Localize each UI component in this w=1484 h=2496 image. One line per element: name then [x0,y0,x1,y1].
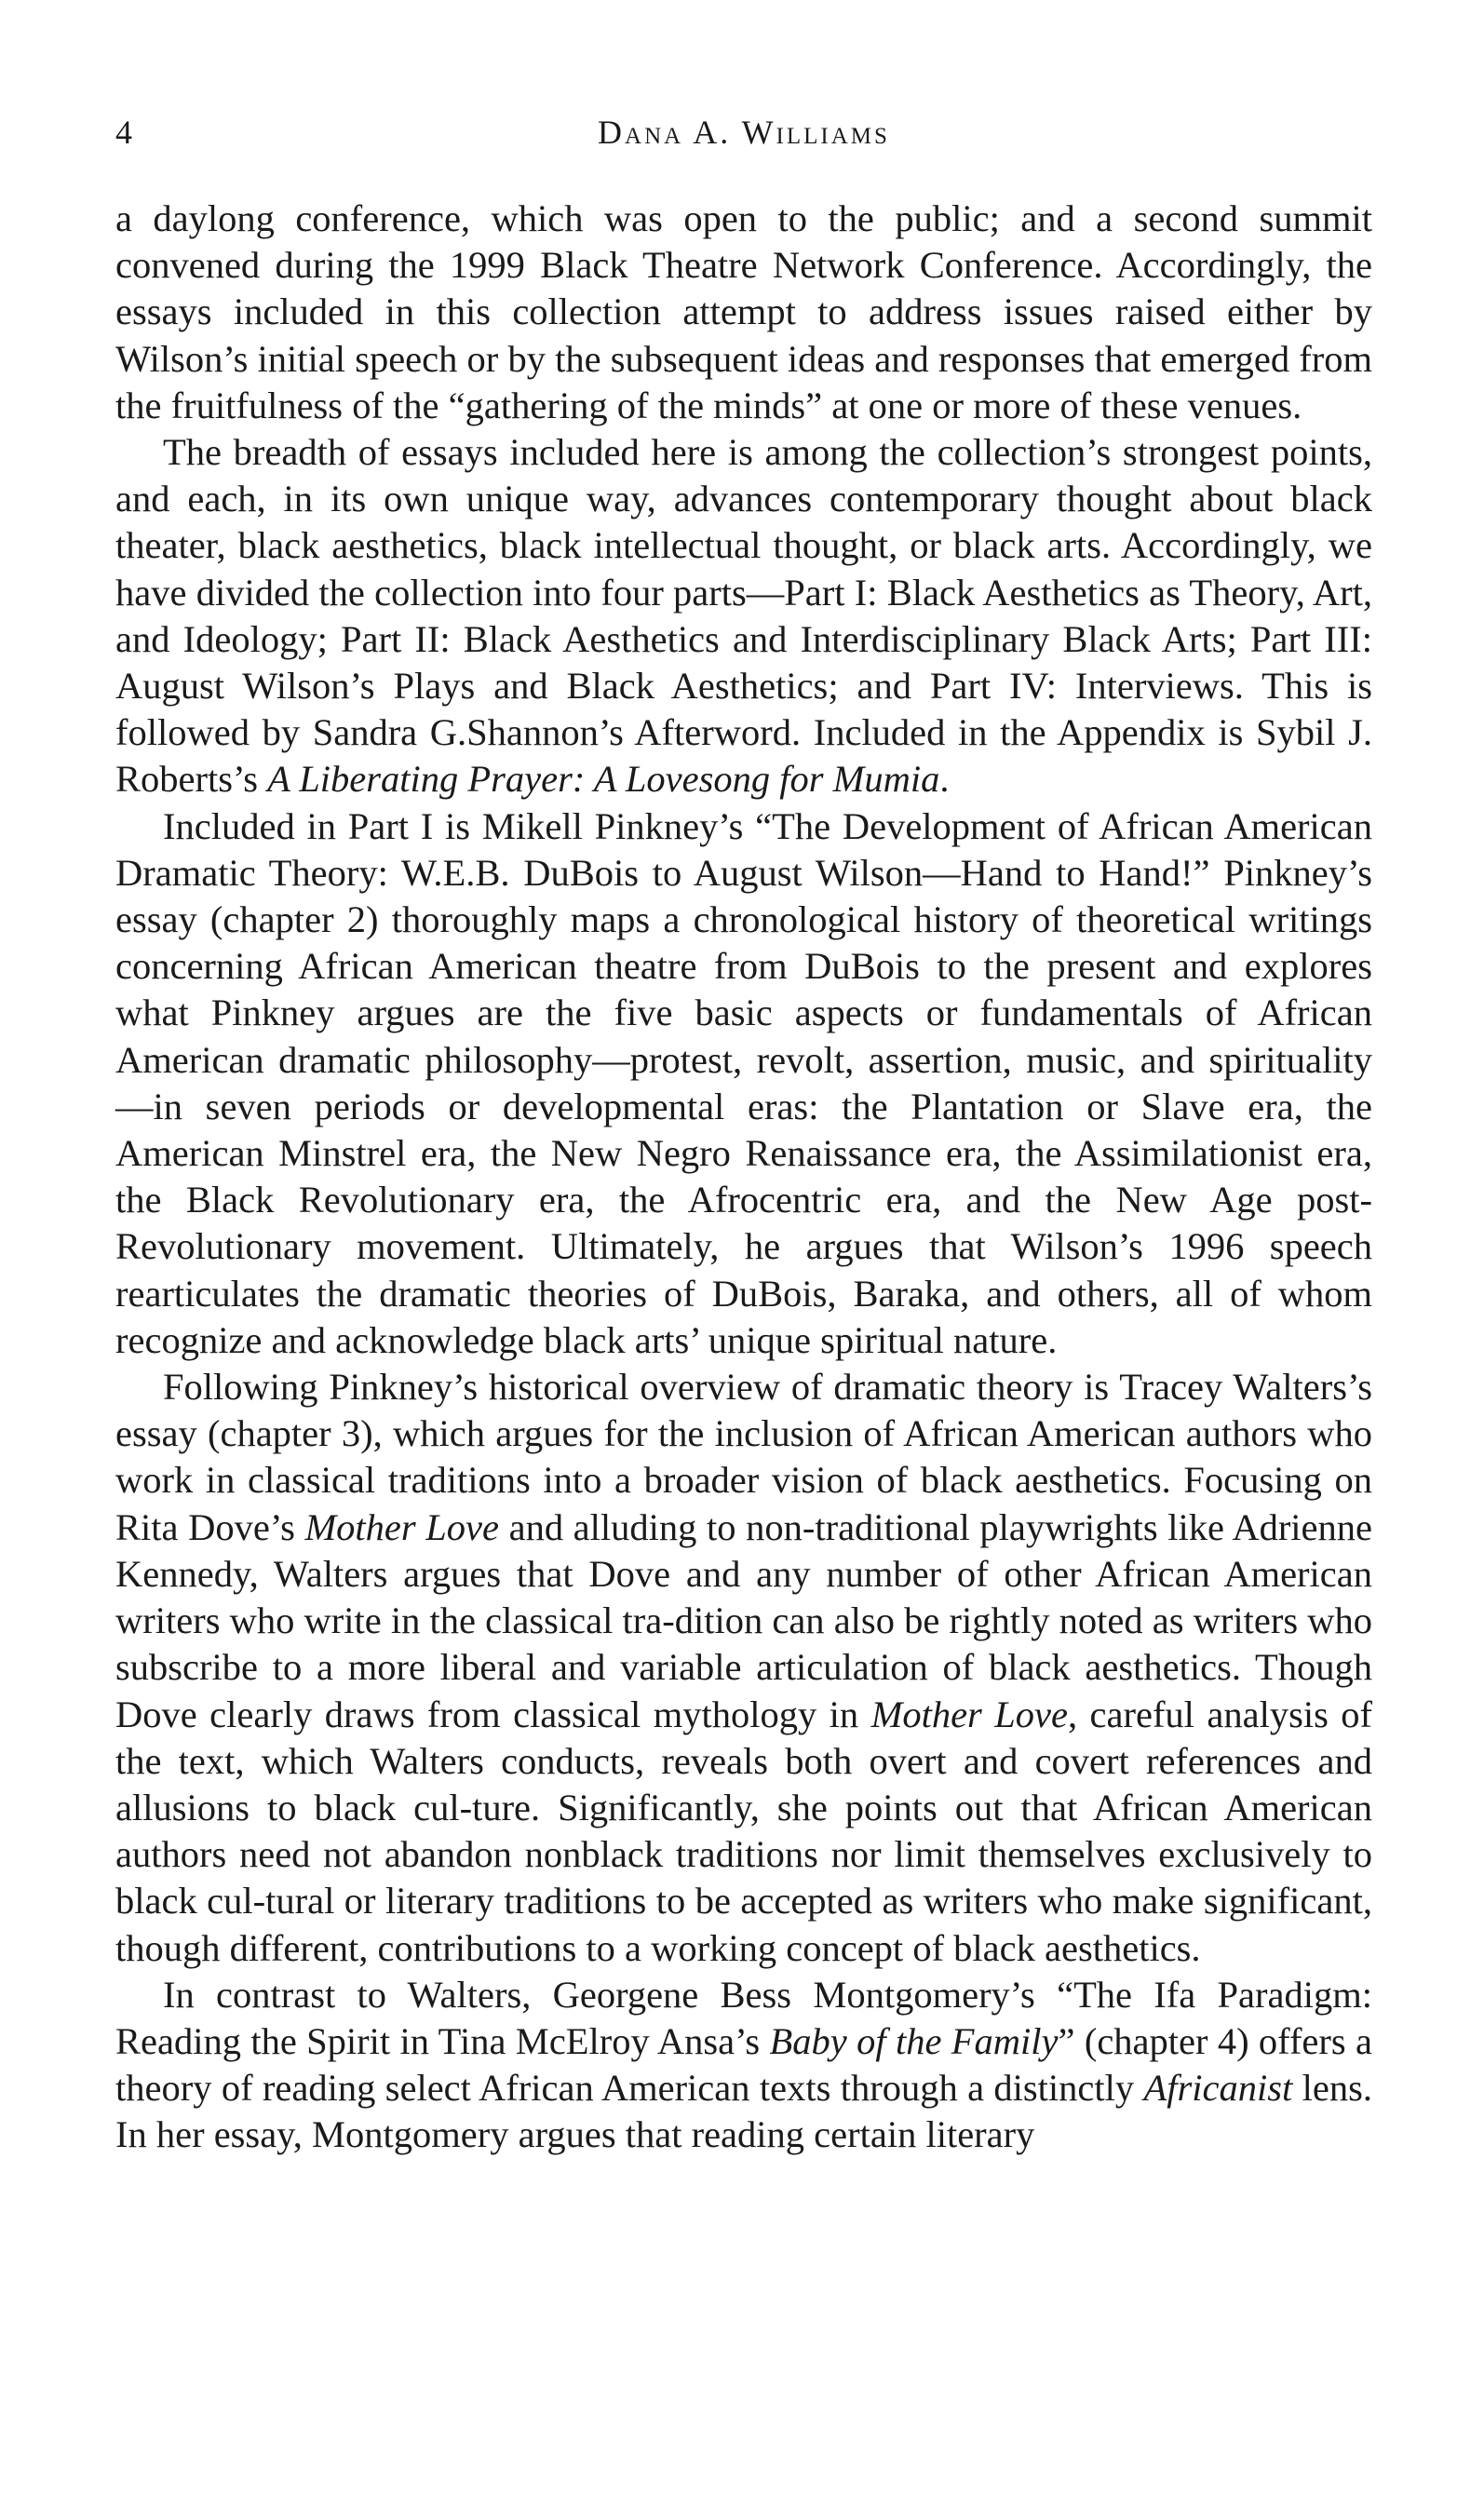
text-run: and alluding to non-traditional playwrights like Adrienne Kennedy, Walters argues that Dove and any number of other African American writers who write in the classical tra-dition can also be rightly noted as writers who subscribe to a more liberal and variable articulation of black aesthetics. Though Dove clearly draws from classical mythology in [115,1505,1373,1735]
italic-title: A Liberating Prayer: A Lovesong for Mumia [267,758,940,801]
text-run: a daylong conference, which was open to the public; and a second summit convened during the 1999 Black Theatre Network Conference. Accordingly, the essays included in this collection attempt to address issues raised either by Wilson’s initial speech or by the subsequent ideas and responses that emerged from the fruitfulness of the “gathering of the minds” at one or more of these venues. [115,197,1372,426]
paragraph-3 [115,803,1372,1364]
italic-title: Africanist [1143,2067,1293,2110]
text-run: ” (chapter 4) offers a theory of reading select African American texts through a distinctly [115,2019,1372,2110]
italic-title: Mother Love [870,1693,1068,1735]
text-run: In contrast to Walters, Georgene Bess Montgomery’s “The Ifa Paradigm: Reading the Spirit in Tina McElroy Ansa’s [115,1973,1372,2062]
paragraph-1 [115,196,1372,429]
italic-title: Mother Love [304,1505,499,1548]
text-run: The breadth of essays included here is among the collection’s strongest points, and each, in its own unique way, advances contemporary thought about black theater, black aesthetics, black intellectual thought, or black arts. Accordingly, we have divided the collection into four parts—Part I: Black Aesthetics as Theory, Art, and Ideology; Part II: Black Aesthetics and Interdisciplinary Black Arts; Part III: August Wilson’s Plays and Black Aesthetics; and Part IV: Interviews. This is followed by Sandra G.Shannon’s Afterword. Included in the Appendix is Sybil J. Roberts’s [115,431,1372,801]
running-head [115,104,1372,160]
text-run: Following Pinkney’s historical overview of dramatic theory is Tracey Walters’s essay (chapter 3), which argues for the inclusion of African American authors who work in classical traditions into a broader vision of black aesthetics. Focusing on Rita Dove’s [115,1366,1372,1548]
text-run: lens. In her essay, Montgomery argues that reading certain literary [115,2067,1372,2156]
running-head-author: Dana A. Williams [598,114,890,151]
body-text [115,196,1372,2159]
text-run: . [939,758,950,801]
paragraph-2 [115,429,1372,803]
page-number: 4 [115,114,132,151]
italic-title: Baby of the Family [769,2019,1059,2062]
text-run: Included in Part I is Mikell Pinkney’s “The Development of African American Dramatic Theory: W.E.B. DuBois to August Wilson—Hand to Hand!” Pinkney’s essay (chapter 2) thoroughly maps a chronological history of theoretical writings concerning African American theatre from DuBois to the present and explores what Pinkney argues are the five basic aspects or fundamentals of African American dramatic philosophy—protest, revolt, assertion, music, and spirituality—in seven periods or developmental eras: the Plantation or Slave era, the American Minstrel era, the New Negro Renaissance era, the Assimilationist era, the Black Revolutionary era, the Afrocentric era, and the New Age post-Revolutionary movement. Ultimately, he argues that Wilson’s 1996 speech rearticulates the dramatic theories of DuBois, Baraka, and others, all of whom recognize and acknowledge black arts’ unique spiritual nature. [115,804,1372,1361]
text-run: , careful analysis of the text, which Walters conducts, reveals both overt and covert references and allusions to black cul-ture. Significantly, she points out that African American authors need not abandon nonblack traditions nor limit themselves exclusively to black cul-tural or literary traditions to be accepted as writers who make significant, though different, contributions to a working concept of black aesthetics. [115,1693,1373,1969]
paragraph-4 [115,1364,1372,1972]
paragraph-5 [115,1972,1372,2159]
